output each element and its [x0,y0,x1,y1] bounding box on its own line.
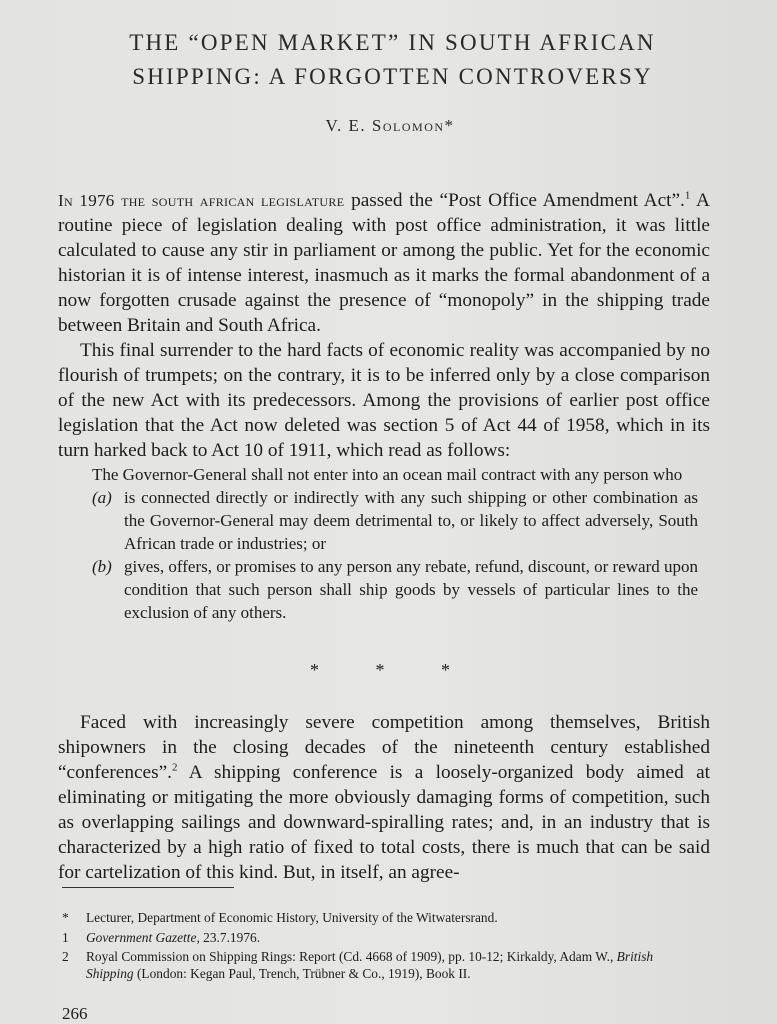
footnote-rule [62,887,234,888]
quote-intro: The Governor-General shall not enter into an ocean mail contract with any person who [92,465,683,484]
body-text-lower [58,710,710,885]
footnote-2 [62,948,702,982]
divider-star: * [441,660,450,680]
footnote-mark: * [62,910,69,925]
section-divider [310,660,450,681]
quote-item-a-text: is connected directly or indirectly with any such shipping or other combination as the Governor-General may deem detrimental to, or likely to affect adversely, South African trade or industries; or [124,488,698,553]
quote-item-a-label: (a) [92,488,112,507]
divider-star: * [310,660,319,680]
paragraph-1 [58,188,710,338]
quote-item-b-text: gives, offers, or promises to any person any rebate, refund, discount, or reward upon condition that such person shall ship goods by vessels of particular lines to the exclusion of any others. [124,557,698,622]
quote-item-a [92,486,698,555]
paragraph-3-text-b: A shipping conference is a loosely-organized body aimed at eliminating or mitigating the more obviously damaging forms of competition, such as overlapping sailings and downward-spiralling rates; and, in an industry that is characterized by a high ratio of fixed to total costs, there is much that can be said for cartelization of this kind. But, in itself, an agree- [58,762,710,883]
paragraph-1-lead: In 1976 the south african legislature [58,191,345,210]
footnote-text-plain-2: (London: Kegan Paul, Trench, Trübner & Co., 1919), Book II. [133,966,471,981]
footnote-ref-1: 1 [684,189,691,202]
paragraph-1-text-a: passed the “Post Office Amendment Act”. [344,190,685,211]
footnote-text-plain: Royal Commission on Shipping Rings: Report (Cd. 4668 of 1909), pp. 10-12; Kirkaldy, Adam W., [86,949,617,964]
footnote-ref-2: 2 [172,761,178,774]
footnote-text [62,948,702,982]
footnote-mark: 1 [62,930,69,945]
footnote-1 [62,929,702,946]
block-quote [92,463,698,624]
footnote-italic: Government Gazette, [86,930,200,945]
paragraph-2: This final surrender to the hard facts of economic reality was accompanied by no flourish of trumpets; on the contrary, it is to be inferred only by a close comparison of the new Act with its predecessors. Among the provisions of earlier post office legislation that the Act now deleted was section 5 of Act 44 of 1958, which in its turn harked back to Act 10 of 1911, which read as follows: [58,340,710,461]
paragraph-3-text-a: Faced with increasingly severe competition among themselves, British shipowners in the closing decades of the nineteenth century established “conferences”. [58,712,710,783]
footnote-text [62,929,702,946]
article-title-line-2: SHIPPING: A FORGOTTEN CONTROVERSY [132,64,653,89]
footnote-text: Lecturer, Department of Economic History, University of the Witwatersrand. [86,910,498,925]
footnote-mark: 2 [62,949,69,964]
body-text-upper [58,188,710,463]
footnote-italic: British Shipping [86,949,654,981]
page-number: 266 [62,1004,88,1023]
paragraph-1-text-b: A routine piece of legislation dealing with post office administration, it was little calculated to cause any stir in parliament or among the public. Yet for the economic historian it is of intense interest, inasmuch as it marks the formal abandonment of a now forgotten crusade against the presence of “monopoly” in the shipping trade between Britain and South Africa. [58,190,710,336]
quote-item-b [92,555,698,624]
paragraph-3 [58,710,710,885]
author-name: V. E. Solomon* [325,116,455,135]
divider-star: * [375,660,385,680]
quote-item-b-label: (b) [92,557,112,576]
footnote-text-plain: 23.7.1976. [199,930,261,945]
article-title-line-1: THE “OPEN MARKET” IN SOUTH AFRICAN [129,30,656,55]
footnote-star [62,909,702,926]
